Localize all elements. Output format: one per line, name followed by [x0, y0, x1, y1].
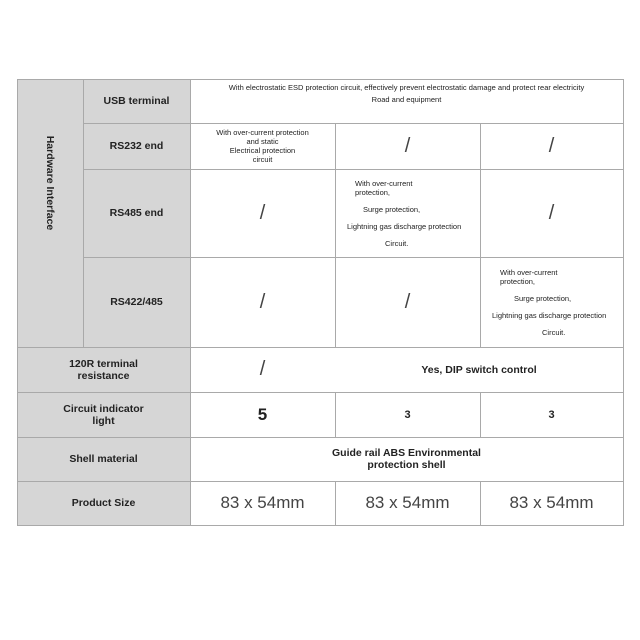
- terminal-col1: /: [259, 358, 266, 380]
- size-col2: 83 x 54mm: [365, 493, 450, 512]
- indicator-col1: 5: [257, 404, 268, 424]
- row-label-rs422: RS422/485: [110, 296, 163, 308]
- rs232-col1: [190, 123, 335, 169]
- grid-line: [17, 79, 623, 80]
- rs232-col2: /: [404, 134, 411, 157]
- shell-material-line: protection shell: [367, 459, 446, 471]
- grid-line: [623, 79, 624, 526]
- grid-line: [480, 481, 481, 525]
- rs422-col2: /: [404, 290, 411, 313]
- size-col1: 83 x 54mm: [220, 493, 305, 512]
- grid-line: [83, 123, 623, 124]
- rs232-text-line: Electrical protection: [229, 146, 296, 155]
- rs485-text-line: Surge protection,: [363, 204, 421, 214]
- rs422-text-line: Circuit.: [542, 327, 566, 337]
- rs485-text-line: protection,: [355, 187, 391, 197]
- grid-line: [17, 347, 623, 348]
- shell-material-value: [190, 437, 623, 481]
- row-label-line: light: [92, 414, 115, 427]
- shell-material-line: Guide rail ABS Environmental: [332, 447, 481, 459]
- row-label-rs232: RS232 end: [109, 140, 164, 152]
- row-label-usb: USB terminal: [103, 95, 170, 107]
- rs485-col2: [335, 169, 480, 257]
- row-label-line: resistance: [77, 369, 130, 382]
- section-label-hardware-interface: Hardware Interface: [44, 135, 56, 231]
- grid-line: [83, 79, 84, 347]
- grid-line: [335, 481, 336, 525]
- grid-line: [480, 392, 481, 437]
- rs485-col1: /: [259, 201, 266, 224]
- grid-line: [190, 79, 191, 526]
- rs485-text-line: Circuit.: [385, 238, 409, 248]
- row-label-indicator-light: [17, 392, 190, 437]
- rs485-col3: /: [548, 201, 555, 224]
- rs422-col1: /: [259, 290, 266, 313]
- usb-description: With electrostatic ESD protection circuit, effectively prevent electrostatic damage and protect rear electricity: [228, 83, 585, 92]
- rs422-col3: [480, 257, 623, 347]
- grid-line: [335, 123, 336, 347]
- grid-line: [17, 481, 623, 482]
- grid-line: [17, 392, 623, 393]
- rs232-text-line: and static: [246, 137, 279, 146]
- indicator-col2: 3: [404, 408, 411, 421]
- rs485-text-line: With over-current: [355, 178, 413, 188]
- usb-description-cell: [190, 79, 623, 123]
- grid-line: [335, 392, 336, 437]
- row-label-product-size: Product Size: [71, 497, 136, 509]
- indicator-col3: 3: [548, 408, 555, 421]
- row-label-line: Circuit indicator: [63, 402, 144, 415]
- grid-line: [480, 123, 481, 347]
- terminal-dip-switch: Yes, DIP switch control: [421, 363, 537, 376]
- rs422-text-line: protection,: [500, 276, 536, 286]
- rs232-text-line: circuit: [252, 155, 273, 164]
- row-label-rs485: RS485 end: [109, 207, 164, 219]
- grid-line: [17, 79, 18, 526]
- grid-line: [83, 257, 623, 258]
- grid-line: [17, 437, 623, 438]
- rs422-text-line: With over-current: [500, 267, 558, 277]
- row-label-terminal-resistance: [17, 347, 190, 392]
- rs232-text-line: With over-current protection: [216, 128, 309, 137]
- size-col3: 83 x 54mm: [509, 493, 594, 512]
- usb-description-2: Road and equipment: [371, 95, 442, 104]
- row-label-line: 120R terminal: [69, 357, 138, 370]
- grid-line: [17, 525, 623, 526]
- rs232-col3: /: [548, 134, 555, 157]
- rs485-text-line: Lightning gas discharge protection: [347, 221, 462, 231]
- rs422-text-line: Surge protection,: [514, 293, 572, 303]
- grid-line: [83, 169, 623, 170]
- rs422-text-line: Lightning gas discharge protection: [492, 310, 607, 320]
- row-label-shell-material: Shell material: [69, 453, 138, 465]
